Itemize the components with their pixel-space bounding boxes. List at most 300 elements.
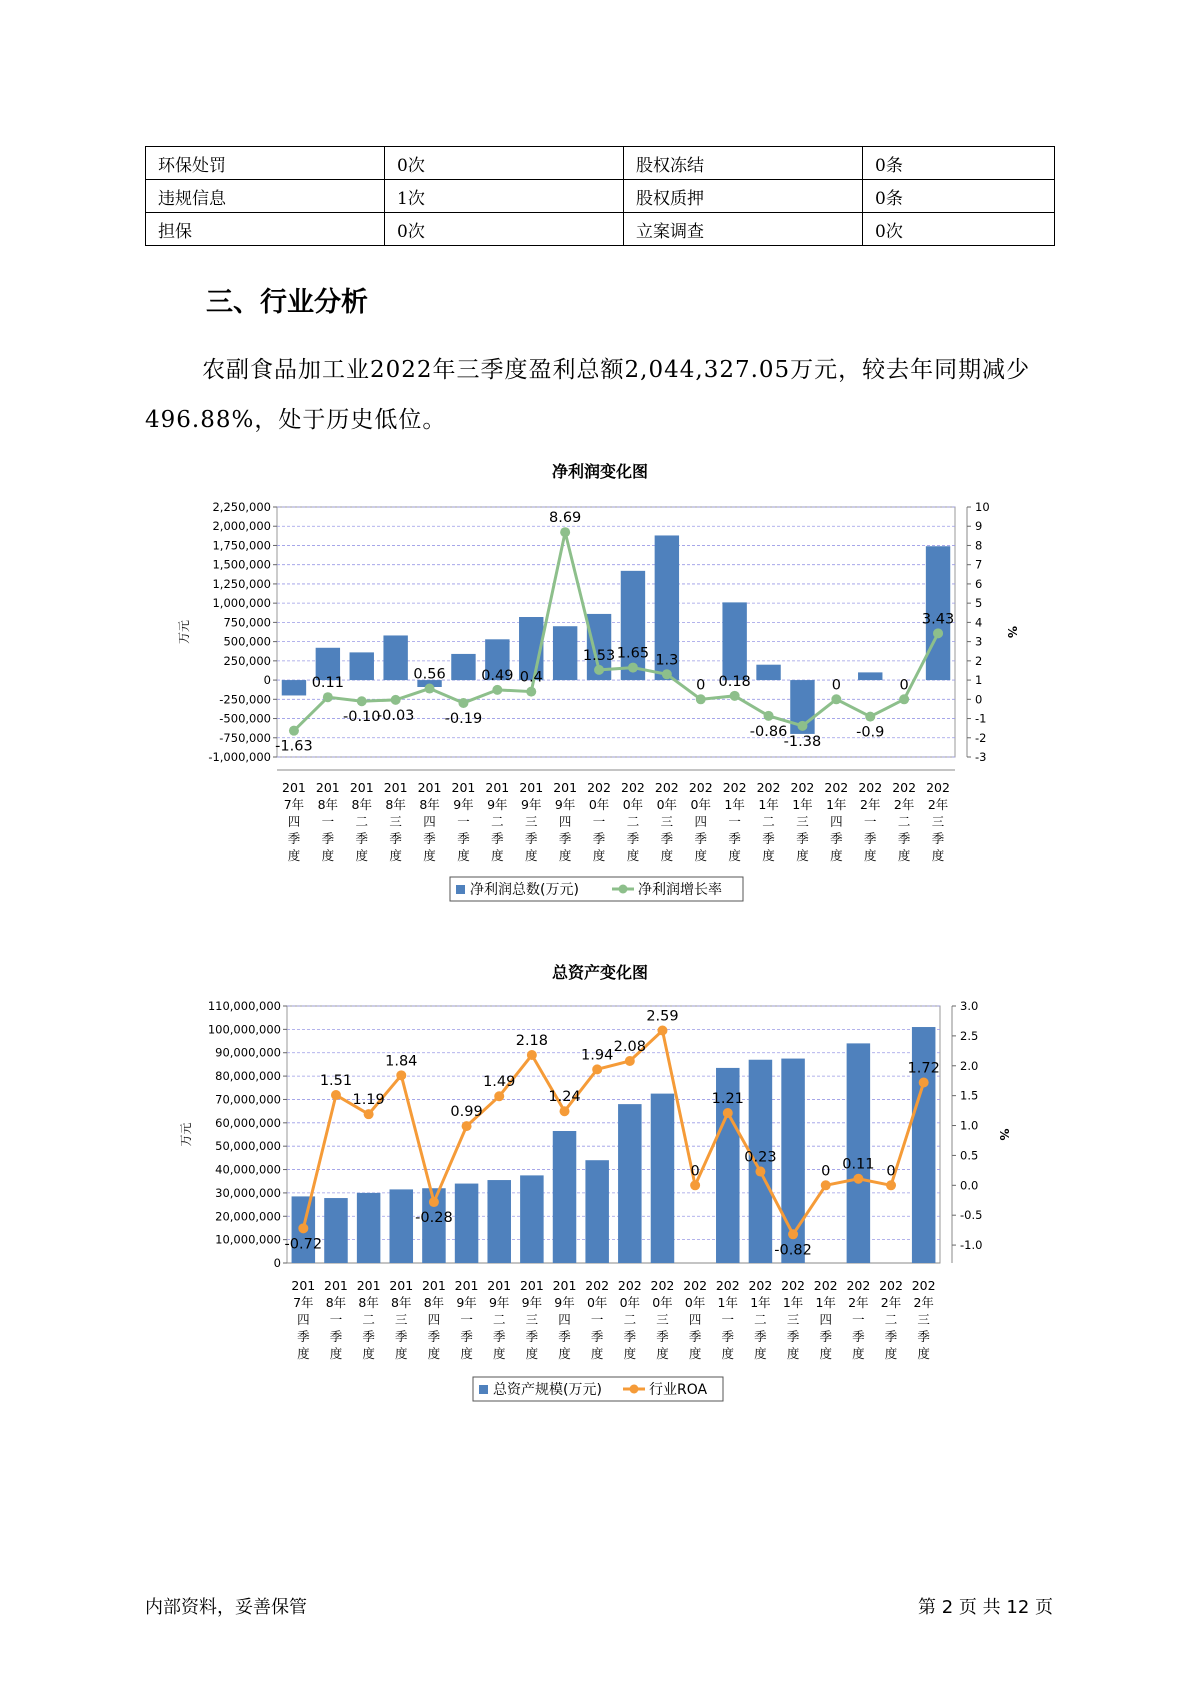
x-tick-label: 季 [395, 1329, 408, 1344]
y-tick-label: 90,000,000 [215, 1045, 281, 1060]
x-tick-label: 四 [819, 1312, 832, 1327]
data-label: -0.86 [749, 723, 788, 740]
x-tick-label: 201 [519, 780, 544, 795]
legend-line-marker [619, 885, 628, 894]
x-tick-label: 201 [417, 780, 442, 795]
x-tick-label: 四 [830, 814, 843, 829]
x-tick-label: 201 [421, 1278, 446, 1293]
data-label: 0.18 [718, 673, 751, 690]
x-tick-label: 季 [287, 831, 301, 846]
data-label: 0.11 [311, 675, 344, 692]
x-tick-label: 度 [524, 848, 538, 863]
x-tick-label: 季 [457, 831, 470, 846]
x-tick-label: 度 [389, 848, 402, 863]
x-tick-label: 三 [796, 814, 809, 829]
data-label: -0.10 [342, 709, 381, 726]
x-tick-label: 度 [897, 848, 911, 863]
x-tick-label: 9年 [521, 1295, 543, 1310]
industry-summary-paragraph: 农副食品加工业2022年三季度盈利总额2,044,327.05万元，较去年同期减少496.88%，处于历史低位。 [145, 357, 1031, 433]
x-tick-label: 7年 [283, 797, 305, 812]
y2-axis-label: % [1005, 625, 1019, 639]
x-tick-label: 9年 [488, 1295, 510, 1310]
x-tick-label: 四 [694, 814, 708, 829]
x-tick-label: 度 [457, 848, 470, 863]
y2-tick-label: 3 [975, 634, 983, 649]
bar [722, 602, 746, 680]
x-tick-label: 度 [830, 848, 843, 863]
x-tick-label: 202 [892, 780, 917, 795]
x-tick-label: 度 [660, 848, 674, 863]
data-label: 0 [696, 677, 706, 694]
x-tick-label: 度 [623, 1346, 637, 1361]
x-tick-label: 四 [423, 814, 436, 829]
x-tick-label: 201 [291, 1278, 316, 1293]
data-label: -1.38 [783, 733, 822, 750]
data-label: 1.84 [385, 1053, 418, 1070]
data-label: 0.56 [413, 666, 446, 683]
data-label: -0.72 [284, 1236, 323, 1253]
x-tick-label: 二 [897, 814, 911, 829]
x-tick-label: 0年 [586, 1295, 608, 1310]
data-label: 0.99 [450, 1104, 483, 1121]
x-tick-label: 201 [349, 780, 374, 795]
x-tick-label: 季 [863, 831, 877, 846]
x-tick-label: 0年 [684, 1295, 706, 1310]
info-table-label: 股权质押 [624, 180, 863, 213]
x-tick-label: 9年 [554, 797, 576, 812]
x-tick-label: 度 [884, 1346, 898, 1361]
x-tick-label: 201 [451, 780, 476, 795]
x-tick-label: 季 [884, 1329, 898, 1344]
x-tick-label: 202 [879, 1278, 903, 1293]
x-tick-label: 202 [911, 1278, 936, 1293]
x-tick-label: 2年 [848, 1295, 869, 1310]
bar [618, 1104, 642, 1263]
line-point [494, 1091, 504, 1101]
info-table-row [146, 147, 1055, 180]
total-assets-chart [0, 958, 1191, 1413]
line-point [625, 1056, 635, 1066]
y2-tick-label: 2.0 [960, 1058, 979, 1073]
info-table-label: 违规信息 [146, 180, 385, 213]
data-label: 1.49 [483, 1074, 516, 1091]
y2-tick-label: 1.5 [960, 1088, 979, 1103]
y-tick-label: -1,000,000 [208, 750, 271, 764]
y-tick-label: 40,000,000 [215, 1162, 281, 1177]
x-tick-label: 度 [492, 1346, 506, 1361]
data-label: 3.43 [921, 611, 955, 628]
x-tick-label: 一 [728, 814, 741, 829]
y-tick-label: 70,000,000 [215, 1092, 281, 1107]
legend-bar-label: 净利润总数(万元) [470, 882, 579, 898]
bar [282, 680, 306, 695]
x-tick-label: 四 [287, 814, 301, 829]
x-tick-label: 8年 [419, 797, 440, 812]
data-label: 0 [690, 1163, 700, 1180]
x-tick-label: 0年 [619, 1295, 641, 1310]
x-tick-label: 8年 [325, 1295, 347, 1310]
bar [858, 672, 882, 680]
x-tick-label: 201 [356, 1278, 381, 1293]
x-tick-label: 201 [485, 780, 510, 795]
y2-tick-label: -1 [975, 711, 987, 726]
line-point [886, 1180, 896, 1190]
x-tick-label: 度 [287, 848, 301, 863]
x-tick-label: 季 [786, 1329, 800, 1344]
x-tick-label: 度 [362, 1346, 375, 1361]
x-tick-label: 度 [355, 848, 369, 863]
line-point [797, 721, 807, 731]
y2-tick-label: 10 [975, 500, 990, 514]
x-tick-label: 季 [623, 1329, 637, 1344]
data-label: 1.24 [548, 1089, 581, 1106]
data-label: 1.94 [581, 1047, 614, 1064]
x-tick-label: 度 [491, 848, 504, 863]
line-point [690, 1180, 700, 1190]
x-tick-label: 度 [297, 1346, 310, 1361]
x-tick-label: 1年 [750, 1295, 771, 1310]
x-tick-label: 度 [931, 848, 945, 863]
data-label: 0 [886, 1163, 896, 1180]
info-table-value: 0次 [385, 213, 624, 246]
y2-tick-label: 2 [975, 653, 983, 668]
x-tick-label: 202 [587, 780, 611, 795]
x-tick-label: 三 [524, 814, 538, 829]
x-tick-label: 202 [585, 1278, 610, 1293]
data-label: 1.21 [711, 1090, 744, 1107]
x-tick-label: 0年 [656, 797, 678, 812]
line-point [628, 663, 638, 673]
info-table-row [146, 180, 1055, 213]
bar [553, 1131, 577, 1263]
y-tick-label: -250,000 [219, 692, 271, 707]
x-tick-label: 二 [362, 1312, 375, 1327]
bar [487, 1180, 511, 1263]
x-tick-label: 四 [297, 1312, 310, 1327]
x-tick-label: 四 [427, 1312, 441, 1327]
x-tick-label: 季 [524, 831, 538, 846]
footer-page-number: 第 2 页 共 12 页 [918, 1597, 1053, 1618]
x-tick-label: 202 [650, 1278, 675, 1293]
y-tick-label: 750,000 [223, 615, 271, 630]
x-tick-label: 1年 [782, 1295, 804, 1310]
data-label: -0.28 [415, 1210, 453, 1227]
x-tick-label: 1年 [826, 797, 847, 812]
x-tick-label: 四 [558, 1312, 571, 1327]
bar [390, 1189, 414, 1263]
x-tick-label: 一 [590, 1312, 604, 1327]
data-label: 1.19 [352, 1092, 385, 1109]
info-table-value: 1次 [385, 180, 624, 213]
y2-tick-label: 1.0 [960, 1118, 979, 1133]
x-tick-label: 四 [688, 1312, 702, 1327]
x-tick-label: 1年 [815, 1295, 836, 1310]
x-tick-label: 度 [863, 848, 877, 863]
x-tick-label: 9年 [453, 797, 474, 812]
x-tick-label: 季 [321, 831, 335, 846]
line-point [331, 1090, 341, 1100]
x-tick-label: 季 [525, 1329, 539, 1344]
legend-line-marker [630, 1385, 639, 1394]
x-tick-label: 一 [321, 814, 335, 829]
x-tick-label: 季 [754, 1329, 767, 1344]
y-tick-label: 500,000 [223, 634, 271, 649]
x-tick-label: 201 [315, 780, 340, 795]
x-tick-label: 季 [362, 1329, 375, 1344]
x-tick-label: 度 [694, 848, 708, 863]
x-tick-label: 201 [383, 780, 408, 795]
bar [585, 1160, 609, 1263]
y2-tick-label: 0.0 [960, 1178, 979, 1193]
x-tick-label: 度 [590, 1346, 604, 1361]
x-tick-label: 201 [552, 1278, 577, 1293]
data-label: 1.51 [319, 1073, 353, 1090]
data-label: 1.65 [616, 645, 650, 662]
x-tick-label: 0年 [622, 797, 644, 812]
data-label: -0.9 [856, 724, 885, 741]
x-tick-label: 度 [762, 848, 775, 863]
y2-axis-label: % [997, 1128, 1011, 1141]
x-tick-label: 三 [525, 1312, 539, 1327]
x-tick-label: 202 [858, 780, 883, 795]
x-tick-label: 度 [592, 848, 606, 863]
line-point [560, 527, 570, 537]
x-tick-label: 三 [656, 1312, 669, 1327]
y-axis-label: 万元 [177, 619, 191, 645]
x-tick-label: 度 [688, 1346, 702, 1361]
x-tick-label: 1年 [717, 1295, 739, 1310]
x-tick-label: 9年 [456, 1295, 477, 1310]
line-point [391, 695, 401, 705]
x-tick-label: 季 [721, 1329, 735, 1344]
x-tick-label: 9年 [554, 1295, 575, 1310]
y-tick-label: 2,000,000 [212, 519, 271, 534]
x-tick-label: 季 [558, 831, 572, 846]
y2-tick-label: 8 [975, 538, 983, 553]
x-tick-label: 一 [329, 1312, 343, 1327]
x-tick-label: 度 [721, 1346, 735, 1361]
line-point [764, 711, 774, 721]
x-tick-label: 度 [423, 848, 436, 863]
y-tick-label: 0 [273, 1256, 281, 1270]
x-tick-label: 202 [621, 780, 645, 795]
line-point [853, 1174, 863, 1184]
x-tick-label: 二 [884, 1312, 898, 1327]
y-tick-label: 250,000 [223, 653, 271, 668]
x-tick-label: 季 [656, 1329, 669, 1344]
y-tick-label: -500,000 [219, 711, 271, 726]
x-tick-label: 季 [423, 831, 436, 846]
line-point [821, 1180, 831, 1190]
x-tick-label: 二 [626, 814, 640, 829]
x-tick-label: 季 [931, 831, 945, 846]
x-tick-label: 202 [748, 1278, 773, 1293]
x-tick-label: 9年 [521, 797, 542, 812]
legend-bar-swatch [456, 885, 465, 894]
x-tick-label: 7年 [293, 1295, 314, 1310]
x-tick-label: 202 [813, 1278, 838, 1293]
bar [520, 1175, 544, 1263]
line-point [462, 1121, 472, 1131]
line-point [458, 698, 468, 708]
x-tick-label: 季 [796, 831, 809, 846]
y-tick-label: 50,000,000 [215, 1139, 281, 1154]
x-tick-label: 201 [553, 780, 578, 795]
x-tick-label: 季 [297, 1329, 310, 1344]
data-label: 0.23 [744, 1149, 777, 1166]
data-label: 1.72 [907, 1060, 940, 1077]
legend-bar-label: 总资产规模(万元) [493, 1382, 602, 1398]
x-tick-label: 度 [819, 1346, 832, 1361]
section-title: 三、行业分析 [206, 287, 368, 318]
x-tick-label: 季 [427, 1329, 441, 1344]
x-tick-label: 二 [623, 1312, 637, 1327]
x-tick-label: 8年 [391, 1295, 412, 1310]
x-tick-label: 0年 [588, 797, 610, 812]
line-point [899, 694, 909, 704]
data-label: 0.11 [842, 1156, 875, 1173]
x-tick-label: 一 [592, 814, 606, 829]
x-tick-label: 季 [660, 831, 674, 846]
x-tick-label: 二 [492, 1312, 506, 1327]
net-profit-chart [0, 455, 1191, 915]
data-label: 2.18 [515, 1033, 549, 1050]
line-point [357, 696, 367, 706]
x-tick-label: 季 [762, 831, 775, 846]
y-tick-label: 10,000,000 [215, 1232, 281, 1247]
line-point [396, 1070, 406, 1080]
x-tick-label: 度 [626, 848, 640, 863]
x-tick-label: 季 [897, 831, 911, 846]
x-tick-label: 度 [460, 1346, 473, 1361]
y2-tick-label: 0 [975, 692, 983, 707]
x-tick-label: 季 [694, 831, 708, 846]
line-point [527, 1050, 537, 1060]
y2-tick-label: -3 [975, 750, 987, 764]
data-label: 2.59 [646, 1008, 679, 1025]
bar [451, 654, 475, 680]
x-tick-label: 1年 [724, 797, 745, 812]
x-tick-label: 三 [389, 814, 402, 829]
x-tick-label: 度 [728, 848, 741, 863]
line-point [730, 691, 740, 701]
y-tick-label: 2,250,000 [212, 500, 271, 514]
x-tick-label: 一 [460, 1312, 473, 1327]
x-tick-label: 季 [389, 831, 402, 846]
y2-tick-label: 2.5 [960, 1028, 979, 1043]
x-tick-label: 四 [558, 814, 572, 829]
bar [350, 652, 374, 680]
line-point [865, 712, 875, 722]
line-point [425, 684, 435, 694]
x-tick-label: 度 [321, 848, 335, 863]
legend-line-label: 净利润增长率 [638, 882, 722, 898]
x-tick-label: 季 [329, 1329, 343, 1344]
y-tick-label: 1,000,000 [212, 596, 271, 611]
line-point [919, 1078, 929, 1088]
y-tick-label: 0 [263, 673, 271, 688]
x-tick-label: 度 [525, 1346, 539, 1361]
y2-tick-label: -0.5 [960, 1208, 983, 1223]
x-tick-label: 一 [721, 1312, 735, 1327]
y-tick-label: 100,000,000 [207, 1022, 281, 1037]
x-tick-label: 0年 [652, 1295, 673, 1310]
chart-title: 总资产变化图 [551, 963, 649, 982]
line-point [429, 1197, 439, 1207]
x-tick-label: 度 [395, 1346, 408, 1361]
data-label: 0.49 [481, 667, 514, 684]
x-tick-label: 季 [592, 831, 606, 846]
x-tick-label: 2年 [880, 1295, 902, 1310]
x-tick-label: 一 [457, 814, 470, 829]
info-table-label: 股权冻结 [624, 147, 863, 180]
y2-tick-label: 4 [975, 615, 983, 630]
data-label: 0 [821, 1163, 831, 1180]
info-table-value: 0条 [863, 180, 1055, 213]
bar [847, 1043, 871, 1263]
x-tick-label: 202 [683, 1278, 708, 1293]
x-tick-label: 二 [491, 814, 504, 829]
x-tick-label: 季 [590, 1329, 604, 1344]
x-tick-label: 度 [329, 1346, 343, 1361]
x-tick-label: 202 [756, 780, 781, 795]
bar [357, 1193, 381, 1263]
x-tick-label: 202 [617, 1278, 642, 1293]
x-tick-label: 9年 [487, 797, 508, 812]
x-tick-label: 202 [722, 780, 747, 795]
y-tick-label: 1,750,000 [212, 538, 271, 553]
x-tick-label: 季 [819, 1329, 832, 1344]
x-tick-label: 三 [395, 1312, 408, 1327]
line-point [788, 1229, 798, 1239]
x-tick-label: 度 [427, 1346, 441, 1361]
x-tick-label: 201 [487, 1278, 512, 1293]
line-point [289, 726, 299, 736]
x-tick-label: 202 [846, 1278, 871, 1293]
y-axis-label: 万元 [179, 1122, 193, 1147]
x-tick-label: 201 [324, 1278, 348, 1293]
x-tick-label: 三 [917, 1312, 930, 1327]
bar [553, 626, 577, 680]
y-tick-label: 30,000,000 [215, 1185, 281, 1200]
x-tick-label: 度 [656, 1346, 669, 1361]
data-label: -0.19 [444, 710, 483, 727]
x-tick-label: 8年 [317, 797, 339, 812]
y2-tick-label: 0.5 [960, 1148, 979, 1163]
x-tick-label: 度 [754, 1346, 767, 1361]
x-tick-label: 202 [790, 780, 815, 795]
x-tick-label: 季 [355, 831, 369, 846]
y2-tick-label: -1.0 [960, 1238, 983, 1253]
x-tick-label: 201 [389, 1278, 414, 1293]
bar [324, 1198, 348, 1263]
x-tick-label: 8年 [385, 797, 406, 812]
info-table-value: 0次 [863, 213, 1055, 246]
y-tick-label: 110,000,000 [207, 999, 281, 1013]
y-tick-label: 1,500,000 [212, 557, 271, 572]
x-tick-label: 季 [917, 1329, 930, 1344]
x-tick-label: 2年 [913, 1295, 934, 1310]
info-table-row [146, 213, 1055, 246]
data-label: -0.82 [774, 1242, 812, 1259]
x-tick-label: 202 [715, 1278, 740, 1293]
line-point [560, 1106, 570, 1116]
bar [651, 1094, 675, 1263]
risk-info-table [145, 146, 1055, 246]
x-tick-label: 0年 [690, 797, 711, 812]
line-point [933, 628, 943, 638]
data-label: 0.4 [519, 669, 543, 686]
